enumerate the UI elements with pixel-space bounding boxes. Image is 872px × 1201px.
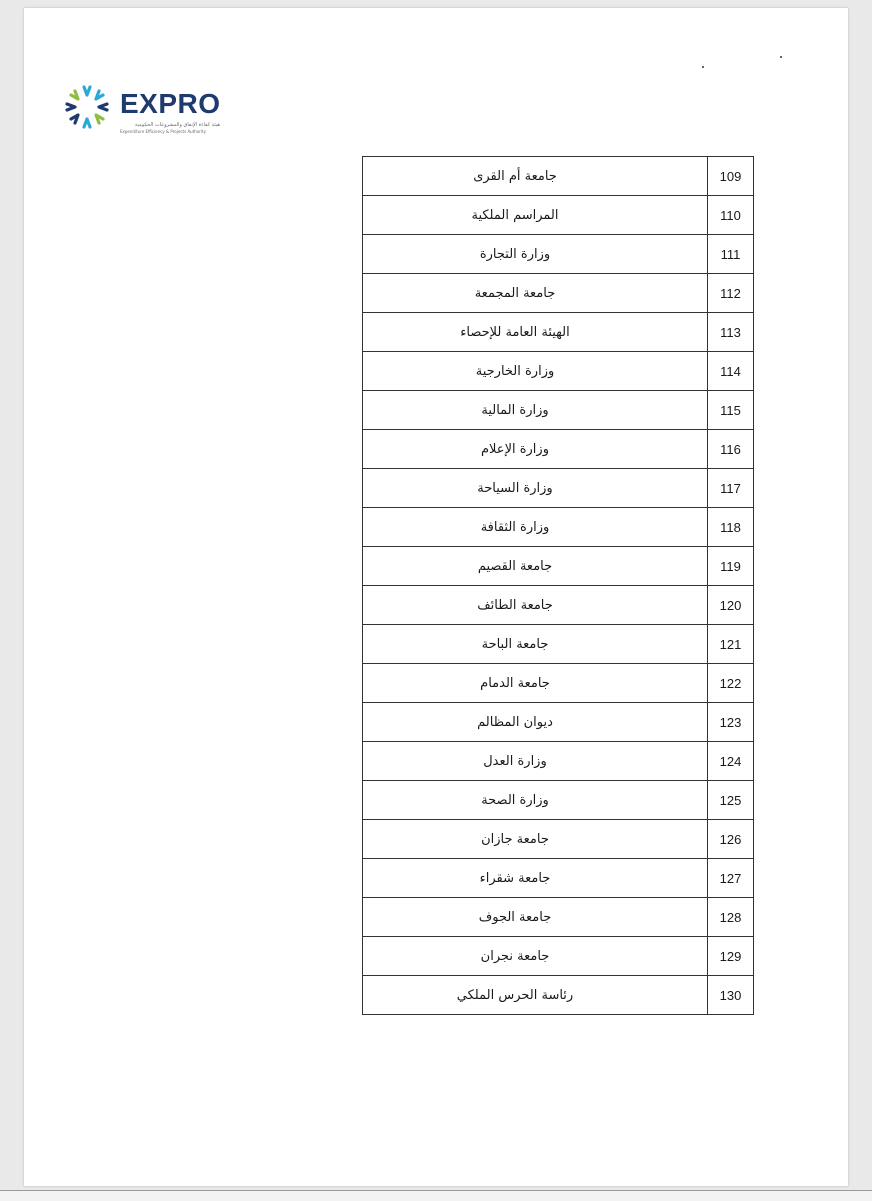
table-row bbox=[363, 274, 754, 313]
table-row bbox=[363, 586, 754, 625]
row-number: 123 bbox=[708, 703, 754, 742]
logo-subtitle-english: Expenditure Efficiency & Projects Authority bbox=[120, 129, 206, 134]
entity-name: جامعة جازان bbox=[363, 820, 708, 859]
row-number: 125 bbox=[708, 781, 754, 820]
row-number: 112 bbox=[708, 274, 754, 313]
row-number: 110 bbox=[708, 196, 754, 235]
entity-name: وزارة الإعلام bbox=[363, 430, 708, 469]
entity-name: جامعة القصيم bbox=[363, 547, 708, 586]
table-row bbox=[363, 508, 754, 547]
row-number: 128 bbox=[708, 898, 754, 937]
entity-name: الهيئة العامة للإحصاء bbox=[363, 313, 708, 352]
entity-name: وزارة التجارة bbox=[363, 235, 708, 274]
table-row bbox=[363, 430, 754, 469]
row-number: 115 bbox=[708, 391, 754, 430]
expro-logo-icon bbox=[62, 84, 112, 130]
row-number: 116 bbox=[708, 430, 754, 469]
entity-name: جامعة الجوف bbox=[363, 898, 708, 937]
table-row bbox=[363, 313, 754, 352]
row-number: 111 bbox=[708, 235, 754, 274]
table-row bbox=[363, 820, 754, 859]
document-page bbox=[24, 8, 848, 1186]
next-page-edge bbox=[0, 1190, 872, 1201]
table-row bbox=[363, 781, 754, 820]
row-number: 124 bbox=[708, 742, 754, 781]
entity-name: وزارة السياحة bbox=[363, 469, 708, 508]
row-number: 109 bbox=[708, 157, 754, 196]
row-number: 113 bbox=[708, 313, 754, 352]
entity-name: وزارة الخارجية bbox=[363, 352, 708, 391]
entity-name: رئاسة الحرس الملكي bbox=[363, 976, 708, 1015]
row-number: 122 bbox=[708, 664, 754, 703]
logo-wordmark: EXPRO bbox=[120, 88, 221, 119]
entity-name: وزارة العدل bbox=[363, 742, 708, 781]
table-row bbox=[363, 235, 754, 274]
table-row bbox=[363, 157, 754, 196]
row-number: 126 bbox=[708, 820, 754, 859]
row-number: 118 bbox=[708, 508, 754, 547]
row-number: 129 bbox=[708, 937, 754, 976]
entity-name: جامعة الباحة bbox=[363, 625, 708, 664]
table-row bbox=[363, 898, 754, 937]
row-number: 119 bbox=[708, 547, 754, 586]
row-number: 120 bbox=[708, 586, 754, 625]
page-marks bbox=[702, 44, 782, 74]
table-row bbox=[363, 859, 754, 898]
row-number: 114 bbox=[708, 352, 754, 391]
entities-table bbox=[362, 156, 754, 1015]
table-row bbox=[363, 196, 754, 235]
table-row bbox=[363, 391, 754, 430]
row-number: 117 bbox=[708, 469, 754, 508]
table-row bbox=[363, 547, 754, 586]
row-number: 130 bbox=[708, 976, 754, 1015]
table-row bbox=[363, 352, 754, 391]
table-row bbox=[363, 976, 754, 1015]
table-row bbox=[363, 625, 754, 664]
entity-name: جامعة المجمعة bbox=[363, 274, 708, 313]
expro-logo bbox=[62, 78, 262, 142]
table-row bbox=[363, 664, 754, 703]
entity-name: جامعة الطائف bbox=[363, 586, 708, 625]
entity-name: جامعة أم القرى bbox=[363, 157, 708, 196]
entity-name: المراسم الملكية bbox=[363, 196, 708, 235]
entity-name: ديوان المظالم bbox=[363, 703, 708, 742]
table-row bbox=[363, 469, 754, 508]
logo-subtitle-arabic: هيئة كفاءة الإنفاق والمشروعات الحكومية bbox=[134, 122, 220, 128]
entity-name: وزارة المالية bbox=[363, 391, 708, 430]
entity-name: وزارة الصحة bbox=[363, 781, 708, 820]
table-row bbox=[363, 937, 754, 976]
entity-name: جامعة الدمام bbox=[363, 664, 708, 703]
entity-name: جامعة شقراء bbox=[363, 859, 708, 898]
row-number: 127 bbox=[708, 859, 754, 898]
table-row bbox=[363, 742, 754, 781]
entity-name: جامعة نجران bbox=[363, 937, 708, 976]
row-number: 121 bbox=[708, 625, 754, 664]
table-row bbox=[363, 703, 754, 742]
entity-name: وزارة الثقافة bbox=[363, 508, 708, 547]
